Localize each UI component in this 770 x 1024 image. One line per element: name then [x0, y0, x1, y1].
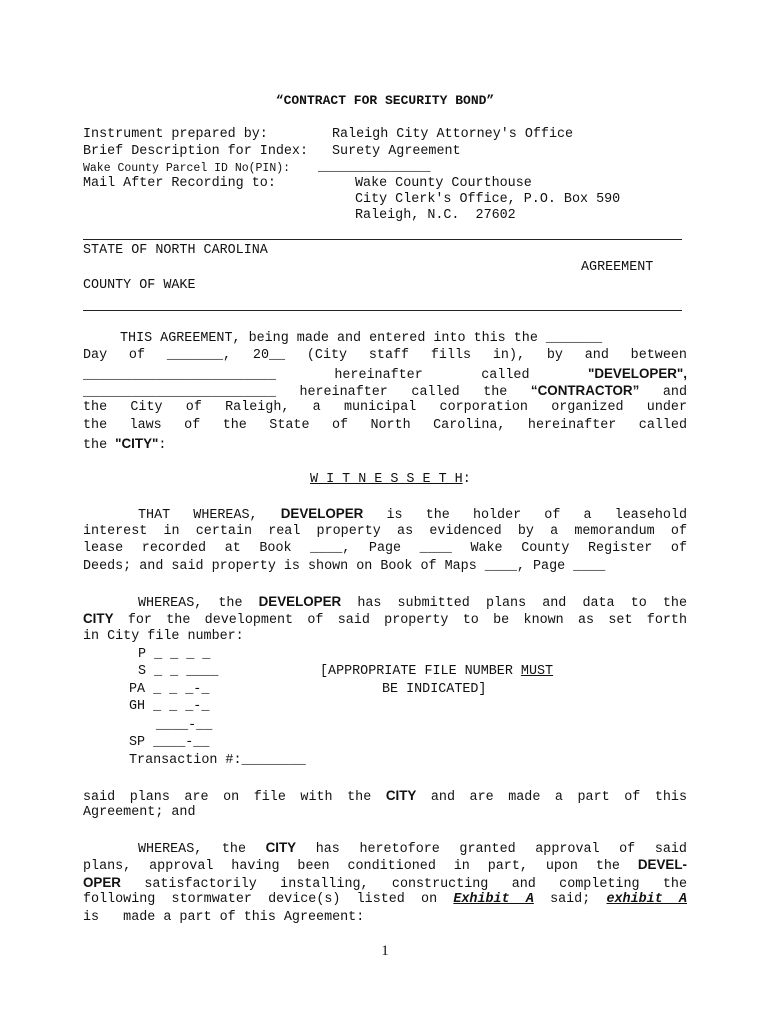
p2-line1: THAT WHEREAS, DEVELOPER is the holder of a leasehold — [138, 506, 688, 523]
file-number-note-line2: BE INDICATED] — [382, 682, 487, 697]
county-caption: COUNTY OF WAKE — [83, 278, 196, 293]
parcel-pin-label: Wake County Parcel ID No(PIN): — [83, 162, 291, 175]
prepared-by-label: Instrument prepared by: — [83, 127, 268, 142]
p1-line1: THIS AGREEMENT, being made and entered into this the _______ — [120, 331, 603, 346]
file-number-s: S _ _ ____ — [138, 664, 219, 679]
file-number-gh: GH _ _ _-_ — [129, 699, 210, 714]
p1-line7: the "CITY": — [83, 436, 167, 453]
state-caption: STATE OF NORTH CAROLINA — [83, 243, 268, 258]
mail-after-label: Mail After Recording to: — [83, 176, 276, 191]
p3-line3: in City file number: — [83, 629, 244, 644]
p1-line5: the City of Raleigh, a municipal corporation organized under — [83, 400, 687, 415]
file-number-sp: SP ____-__ — [129, 735, 210, 750]
brief-description-value: Surety Agreement — [332, 144, 461, 159]
prepared-by-value: Raleigh City Attorney's Office — [332, 127, 574, 142]
file-number-p: P _ _ _ _ — [138, 647, 211, 662]
agreement-caption: AGREEMENT — [581, 260, 654, 275]
mail-address-line-1: Wake County Courthouse — [355, 176, 532, 191]
contractor-term: “CONTRACTOR” — [530, 383, 640, 398]
p5-line3: OPER satisfactorily installing, constructing and completing the — [83, 875, 687, 892]
city-term: "CITY" — [115, 436, 159, 451]
p1-line4: ________________________ hereinafter called the “CONTRACTOR” and — [83, 383, 687, 400]
p5-line4: following stormwater device(s) listed on Exhibit A said; exhibit A — [83, 892, 687, 907]
mail-address-line-3: Raleigh, N.C. 27602 — [355, 208, 516, 223]
p1-line2: Day of _______, 20__ (City staff fills in), by and between — [83, 348, 687, 363]
p2-line3: lease recorded at Book ____, Page ____ Wake County Register of — [83, 541, 687, 556]
p1-line6: the laws of the State of North Carolina, hereinafter called — [83, 418, 687, 433]
transaction-number: Transaction #:________ — [129, 753, 306, 768]
p4-line1: said plans are on file with the CITY and are made a part of this — [83, 788, 687, 805]
page-number: 1 — [381, 943, 389, 959]
p5-line5: is made a part of this Agreement: — [83, 910, 365, 925]
p5-line2: plans, approval having been conditioned in part, upon the DEVEL- — [83, 857, 687, 874]
document-title: “CONTRACT FOR SECURITY BOND” — [275, 93, 495, 108]
exhibit-a-reference: Exhibit A — [453, 892, 534, 907]
p3-line2: CITY for the development of said property to be known as set forth — [83, 611, 687, 628]
p2-line2: interest in certain real property as evidenced by a memorandum of — [83, 524, 687, 539]
brief-description-label: Brief Description for Index: — [83, 144, 308, 159]
p3-line1: WHEREAS, the DEVELOPER has submitted plans and data to the — [138, 594, 687, 611]
p5-line1: WHEREAS, the CITY has heretofore granted approval of said — [138, 840, 687, 857]
p1-line3: ________________________ hereinafter called "DEVELOPER", — [83, 366, 687, 383]
p4-line2: Agreement; and — [83, 805, 196, 820]
developer-term: "DEVELOPER", — [587, 366, 687, 381]
mail-address-line-2: City Clerk's Office, P.O. Box 590 — [355, 192, 621, 207]
file-number-note-line1: [APPROPRIATE FILE NUMBER MUST — [320, 664, 554, 679]
divider-top — [83, 239, 682, 240]
p2-line4: Deeds; and said property is shown on Book of Maps ____, Page ____ — [83, 559, 606, 574]
file-number-pa: PA _ _ _-_ — [129, 682, 210, 697]
parcel-pin-blank: ______________ — [318, 160, 431, 175]
file-number-gh-continued: ____-__ — [156, 718, 213, 733]
witnesseth-heading: W I T N E S S E T H: — [310, 472, 471, 487]
divider-bottom — [83, 310, 682, 311]
exhibit-a-reference-2: exhibit A — [606, 892, 687, 907]
